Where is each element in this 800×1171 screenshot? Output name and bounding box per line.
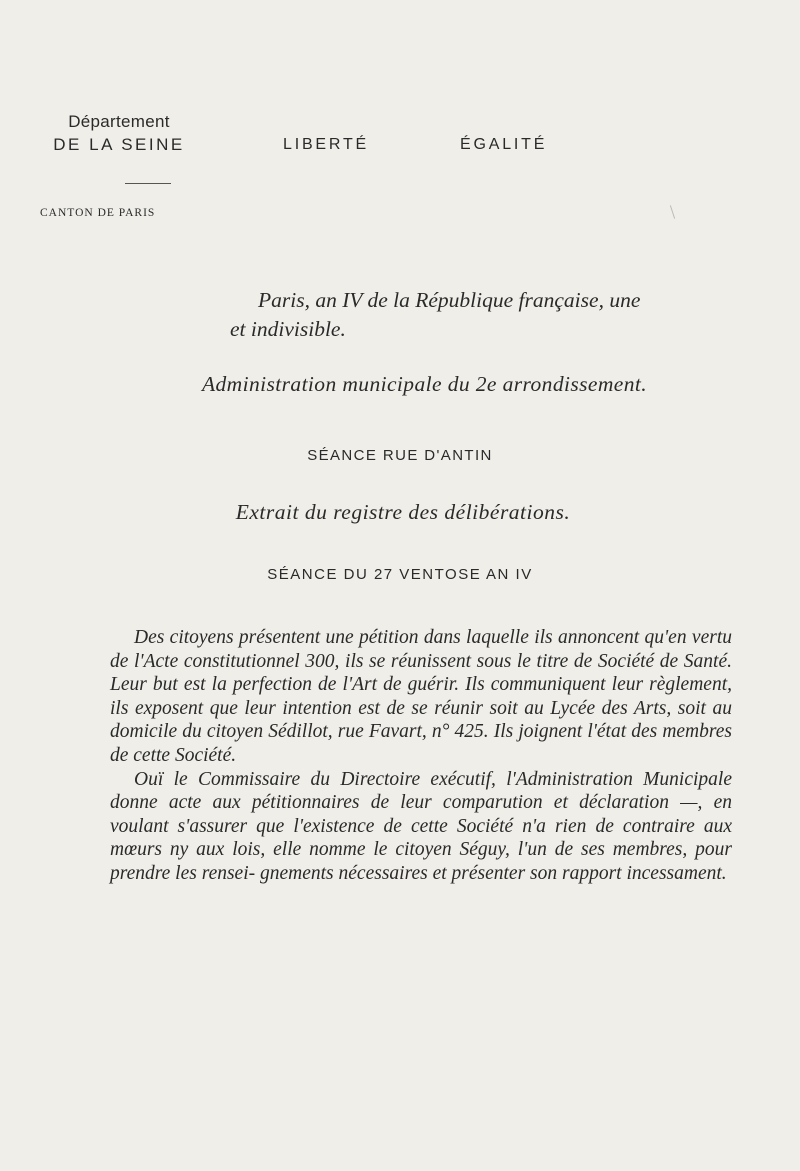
paragraph-petition: Des citoyens présentent une pétition dans laquelle ils annoncent qu'en vertu de l'Acte constitutionnel 300, ils se réunissent sous le titre de Société de Santé. Leur but est la perfection de l'Art de guérir. Ils communiquent leur règlement, ils exposent que leur intention est de se réunir soit au Lycée des Arts, soit au domicile du citoyen Sédillot, rue Favart, n° 425. Ils joignent l'état des membres de cette Société. [110, 627, 732, 766]
department-label: Département [68, 112, 170, 131]
canton-label: CANTON DE PARIS [40, 207, 156, 219]
department-header [34, 112, 204, 156]
paper-mark [670, 205, 675, 219]
header-divider [125, 183, 171, 184]
extract-title: Extrait du registre des délibérations. [235, 500, 571, 524]
dateline [230, 286, 728, 344]
seance-location: SÉANCE RUE D'ANTIN [307, 447, 493, 464]
administration-heading: Administration municipale du 2e arrondissement. [202, 372, 647, 396]
dateline-line2: et indivisible. [230, 317, 346, 341]
motto-egalite: ÉGALITÉ [460, 136, 548, 153]
department-name: DE LA SEINE [53, 135, 185, 154]
seance-date: SÉANCE DU 27 VENTOSE AN IV [267, 566, 533, 583]
deliberation-text [110, 626, 732, 886]
dateline-line1: Paris, an IV de la République française, une [258, 288, 641, 312]
paragraph-decision: Ouï le Commissaire du Directoire exécutif, l'Administration Municipale donne acte aux pétitionnaires de leur comparution et déclaration —, en voulant s'assurer que l'existence de cette Société n'a rien de contraire aux mœurs ny aux lois, elle nomme le citoyen Séguy, l'un de ses membres, pour prendre les rensei- gnements nécessaires et présenter son rapport incessament. [110, 768, 732, 884]
motto-liberte: LIBERTÉ [283, 136, 369, 153]
